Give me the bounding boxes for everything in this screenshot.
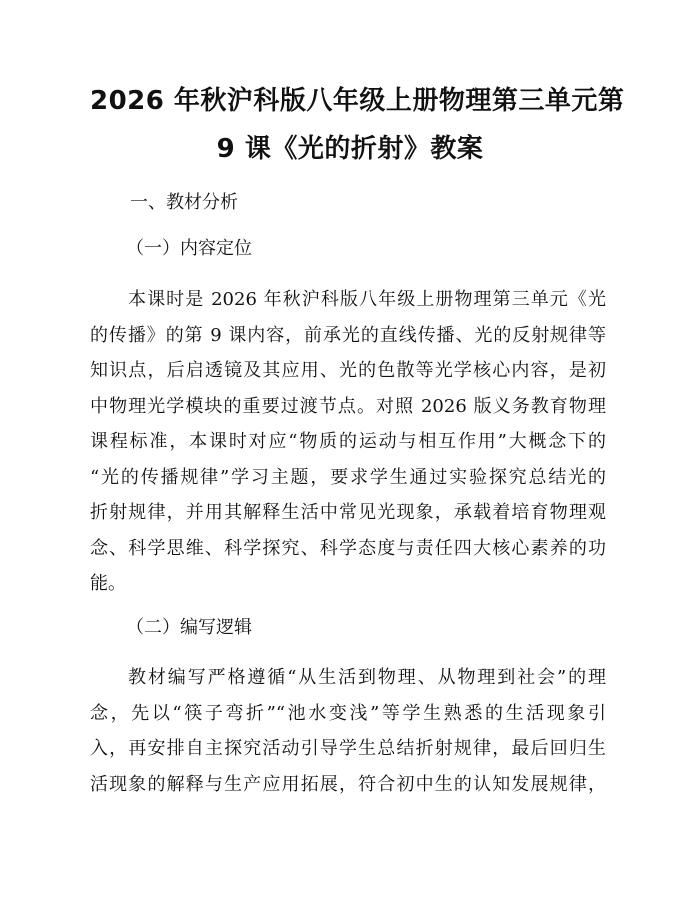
section-heading-textbook-analysis: 一、教材分析 bbox=[130, 192, 238, 213]
paragraph-line: 能。 bbox=[90, 573, 126, 594]
document-title-line-2: 9 课《光的折射》教案 bbox=[216, 134, 484, 164]
paragraph-line: 活现象的解释与生产应用拓展，符合初中生的认知发展规律， bbox=[90, 773, 606, 795]
paragraph-line: 本课时是 2026 年秋沪科版八年级上册物理第三单元《光 bbox=[128, 289, 606, 310]
paragraph-line: 教材编写严格遵循“从生活到物理、从物理到社会”的理 bbox=[128, 667, 606, 688]
document-title-line-1: 2026 年秋沪科版八年级上册物理第三单元第 bbox=[90, 86, 625, 116]
paragraph-line: “光的传播规律”学习主题，要求学生通过实验探究总结光的 bbox=[90, 466, 606, 488]
paragraph-line: 中物理光学模块的重要过渡节点。对照 2026 版义务教育物理 bbox=[90, 395, 606, 417]
paragraph-line: 课程标准，本课时对应“物质的运动与相互作用”大概念下的 bbox=[90, 431, 606, 452]
paragraph-line: 入，再安排自主探究活动引导学生总结折射规律，最后回归生 bbox=[90, 738, 606, 759]
paragraph-line: 折射规律，并用其解释生活中常见光现象，承载着培育物理观 bbox=[90, 502, 606, 523]
paragraph-writing-logic bbox=[90, 660, 606, 802]
subsection-heading-content-positioning: （一）内容定位 bbox=[126, 238, 252, 259]
paragraph-line: 念，先以“筷子弯折”“池水变浅”等学生熟悉的生活现象引 bbox=[90, 702, 606, 724]
subsection-heading-writing-logic: （二）编写逻辑 bbox=[126, 617, 252, 638]
paragraph-line: 知识点，后启透镜及其应用、光的色散等光学核心内容，是初 bbox=[90, 360, 606, 381]
paragraph-content-positioning bbox=[90, 282, 606, 602]
paragraph-line: 的传播》的第 9 课内容，前承光的直线传播、光的反射规律等 bbox=[90, 324, 606, 346]
paragraph-line: 念、科学思维、科学探究、科学态度与责任四大核心素养的功 bbox=[90, 537, 606, 559]
